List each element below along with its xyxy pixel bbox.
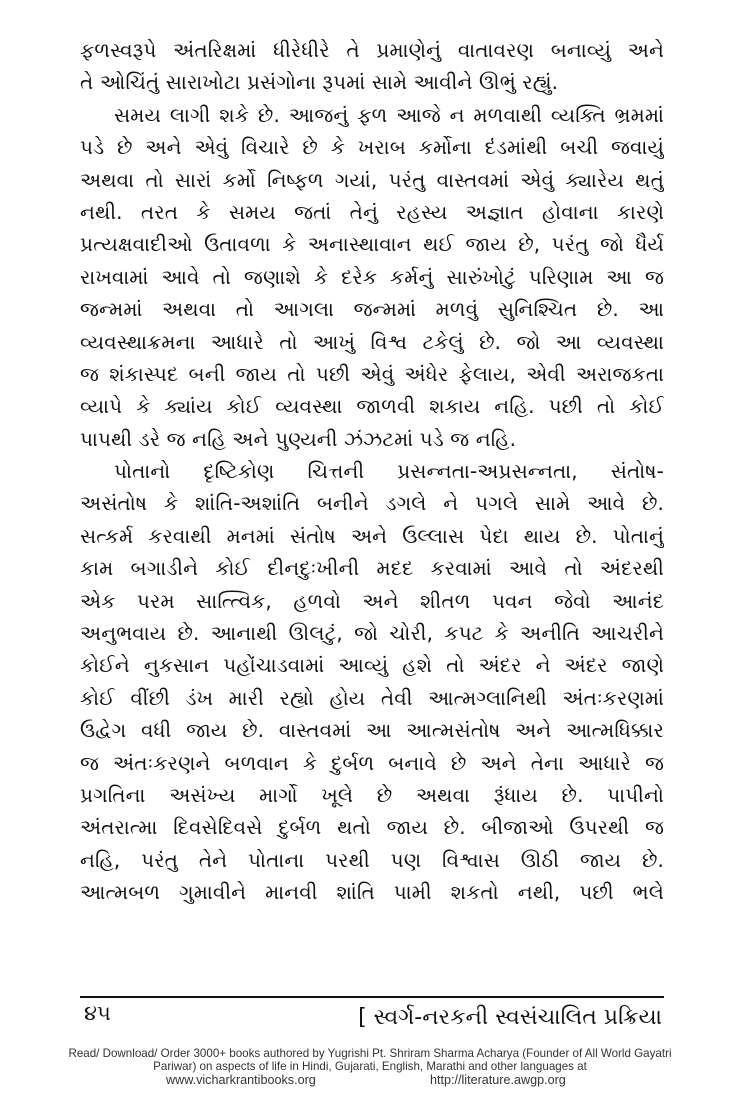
- text-line: અંતરાત્મા દિવસેદિવસે દુર્બળ થતો જાય છે. બીજાઓ ઉપરથી જ: [80, 815, 664, 840]
- text-line: રાખવામાં આવે તો જણાશે કે દરેક કર્મનું સારુંખોટું પરિણામ આ જ: [80, 264, 664, 289]
- text-line: નથી. તરત કે સમય જતાં તેનું રહસ્ય અજ્ઞાત હોવાના કારણે: [80, 199, 664, 224]
- text-line: પાપથી ડરે જ નહિ અને પુણ્યની ઝંઝટમાં પડે જ નહિ.: [80, 426, 517, 451]
- text-line: વ્યવસ્થાક્રમના આધારે તો આખું વિશ્વ ટકેલું છે. જો આ વ્યવસ્થા: [80, 329, 664, 354]
- text-line: જ અંતઃકરણને બળવાન કે દુર્બળ બનાવે છે અને તેના આધારે જ: [80, 750, 664, 775]
- text-line: જ શંકાસ્પદ બની જાય તો પછી એવું અંધેર ફેલાય, એવી અરાજકતા: [80, 361, 664, 386]
- text-line: અનુભવાય છે. આનાથી ઊલટું, જો ચોરી, કપટ કે અનીતિ આચરીને: [80, 621, 664, 646]
- text-line: અસંતોષ કે શાંતિ-અશાંતિ બનીને ડગલે ને પગલે સામે આવે છે.: [80, 491, 664, 516]
- footer-link-vicharkranti[interactable]: www.vicharkrantibooks.org: [166, 1073, 316, 1087]
- footer-note: Read/ Download/ Order 3000+ books authored by Yugrishi Pt. Shriram Sharma Acharya (Founder of All World Gayatri Pariwar) on aspects of life in Hindi, Gujarati, English, Marathi and other languages at: [68, 1047, 672, 1073]
- text-line: સત્કર્મ કરવાથી મનમાં સંતોષ અને ઉલ્લાસ પેદા થાય છે. પોતાનું: [80, 523, 664, 548]
- text-line: ફળસ્વરૂપે અંતરિક્ષમાં ધીરેધીરે તે પ્રમાણેનું વાતાવરણ બનાવ્યું અને: [80, 38, 664, 62]
- text-line: એક પરમ સાત્ત્વિક, હળવો અને શીતળ પવન જેવો આનંદ: [80, 588, 664, 613]
- text-line: આત્મબળ ગુમાવીને માનવી શાંતિ પામી શકતો નથી, પછી ભલે: [80, 880, 664, 905]
- text-line: કોઈ વીંછી ડંખ મારી રહ્યો હોય તેવી આત્મગ્લાનિથી અંતઃકરણમાં: [80, 685, 664, 710]
- body-text: [80, 34, 664, 909]
- text-line: વ્યાપે કે ક્યાંય કોઈ વ્યવસ્થા જાળવી શકાય નહિ. પછી તો કોઈ: [80, 394, 664, 419]
- running-title: [ સ્વર્ગ-નરકની સ્વસંચાલિત પ્રક્રિયા: [358, 1005, 662, 1030]
- text-line: તે ઓચિંતું સારાખોટા પ્રસંગોના રૂપમાં સામે આવીને ઊભું રહ્યું.: [80, 70, 559, 95]
- text-line: પ્રગતિના અસંખ્ય માર્ગો ખૂલે છે અથવા રૂંધાય છે. પાપીનો: [80, 782, 664, 807]
- page-number: ૪૫: [84, 1001, 111, 1025]
- text-line: પ્રત્યક્ષવાદીઓ ઉતાવળા કે અનાસ્થાવાન થઈ જાય છે, પરંતુ જો ધૈર્ય: [80, 232, 664, 257]
- text-line: કામ બગાડીને કોઈ દીનદુઃખીની મદદ કરવામાં આવે તો અંદરથી: [80, 556, 664, 581]
- footer-divider: [80, 996, 664, 998]
- text-line: સમય લાગી શકે છે. આજનું ફળ આજે ન મળવાથી વ્યક્તિ ભ્રમમાં: [114, 102, 664, 127]
- text-line: ઉદ્વેગ વધી જાય છે. વાસ્તવમાં આ આત્મસંતોષ અને આત્મધિક્કાર: [80, 718, 664, 743]
- text-line: પડે છે અને એવું વિચારે છે કે ખરાબ કર્મોના દંડમાંથી બચી જવાયું: [80, 135, 664, 160]
- text-line: પોતાનો દૃષ્ટિકોણ ચિત્તની પ્રસન્નતા-અપ્રસન્નતા, સંતોષ-: [114, 459, 664, 484]
- footer-link-literature[interactable]: http://literature.awgp.org: [430, 1073, 566, 1087]
- text-line: નહિ, પરંતુ તેને પોતાના પરથી પણ વિશ્વાસ ઊઠી જાય છે.: [80, 847, 664, 872]
- text-line: અથવા તો સારાં કર્મો નિષ્ફળ ગયાં, પરંતુ વાસ્તવમાં એવું ક્યારેય થતું: [80, 167, 664, 192]
- text-line: કોઈને નુકસાન પહોંચાડવામાં આવ્યું હશે તો અંદર ને અંદર જાણે: [80, 653, 664, 678]
- text-line: જન્મમાં અથવા તો આગલા જન્મમાં મળવું સુનિશ્ચિત છે. આ: [80, 297, 664, 322]
